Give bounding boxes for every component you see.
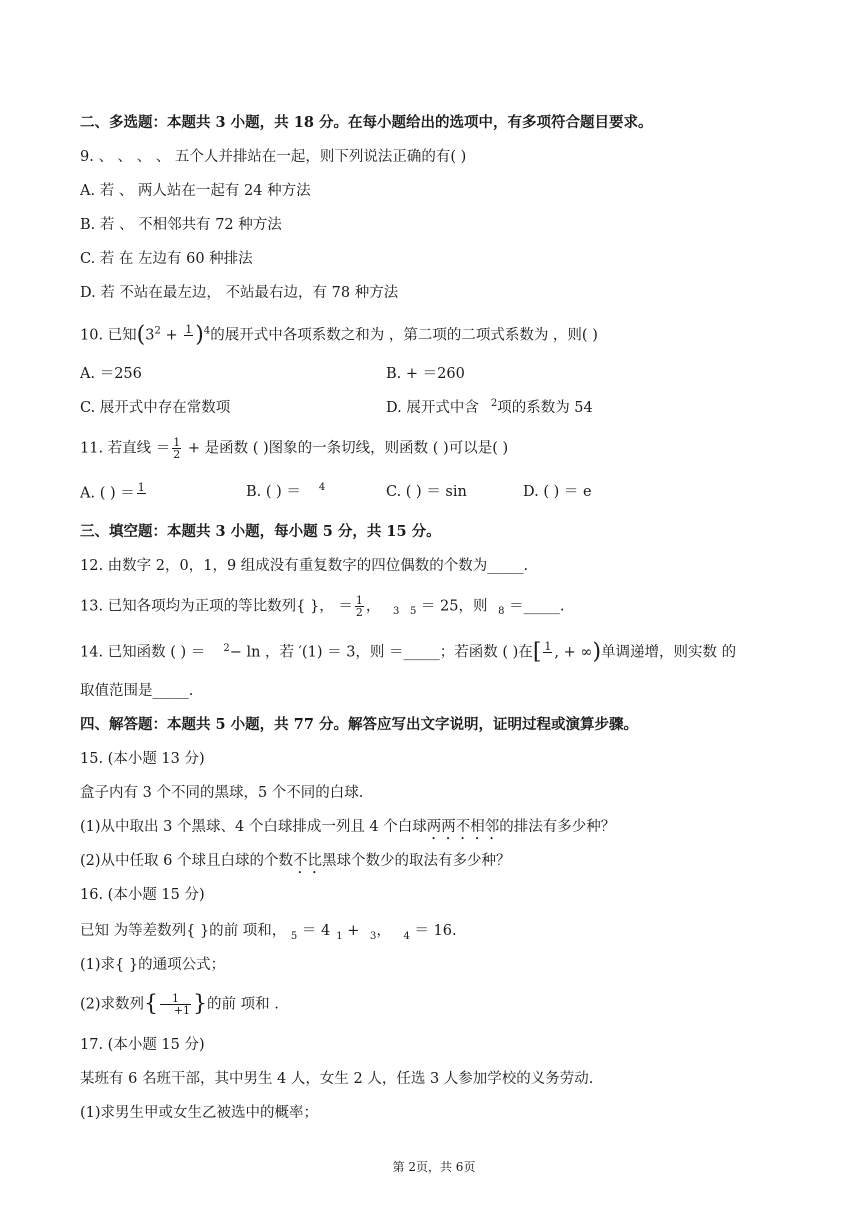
page-footer: 第 2页，共 6页 <box>392 1160 476 1174</box>
question-11-stem <box>80 437 508 460</box>
question-15-text: 盒子内有 3 个不同的黑球，5 个不同的白球. <box>80 785 364 801</box>
q10-exp2: 2 <box>154 325 161 337</box>
question-17-title: 17. (本小题 15 分) <box>80 1037 205 1053</box>
q14-bracket-open: [ <box>532 639 542 665</box>
q16-brace-close: } <box>193 991 208 1017</box>
q13-den: 2 <box>355 606 363 619</box>
q10-frac-num: 1 <box>185 323 193 336</box>
q14-fraction <box>543 641 552 664</box>
question-15-part1 <box>80 817 615 843</box>
q13-fraction <box>355 595 364 618</box>
q16-frac-num: 1 <box>160 993 191 1005</box>
question-14-line1 <box>80 641 736 664</box>
question-9-option-c: C. 若 在 左边有 60 种排法 <box>80 251 253 267</box>
q16-text-e: ＝ 16. <box>414 923 457 939</box>
q11-frac-num: 1 <box>173 436 181 449</box>
question-15-part2 <box>80 851 510 877</box>
q14-tail: , + ∞ <box>554 644 593 661</box>
q13-sub8: 8 <box>498 606 505 618</box>
question-12: 12. 由数字 2，0，1，9 组成没有重复数字的四位偶数的个数为_____. <box>80 558 529 574</box>
q16-text-a: 已知 为等差数列{ }的前 项和， <box>80 923 287 939</box>
q15-p1-a: (1)从中取出 3 个黑球、4 个白球排成一列且 4 个白球 <box>80 819 427 835</box>
q13-num: 1 <box>355 594 363 607</box>
q10-rest: 的展开式中各项系数之和为 ，第二项的二项式系数为 ，则( ) <box>210 327 598 344</box>
q15-p1-b: 的排法有多少种？ <box>499 819 616 835</box>
q10-paren-close: ) <box>195 322 204 348</box>
q16-sub4: 4 <box>403 930 410 942</box>
q10-fraction <box>184 324 193 347</box>
q14-end: 单调递增，则实数 的 <box>601 644 737 661</box>
q16-text-d: ， <box>376 923 391 939</box>
question-9-option-b: B. 若 、 不相邻共有 72 种方法 <box>80 217 282 233</box>
q16-frac-den: +1 <box>173 1004 191 1017</box>
question-10-option-a: A. ＝256 <box>80 366 142 382</box>
q10-expr-a: 3 <box>145 327 155 344</box>
q10-lead: 10. 已知 <box>80 327 137 344</box>
q14-mid: − ln ，若 ′(1) ＝ 3，则 ＝_____；若函数 ( )在 <box>229 644 533 661</box>
q15-p2-a: (2)从中任取 6 个球且白球的个数 <box>80 853 293 869</box>
q11-lead: 11. 若直线 ＝ <box>80 440 171 457</box>
q11-a-fraction <box>137 482 146 505</box>
question-14-line2: 取值范围是_____. <box>80 683 194 699</box>
question-16-title: 16. (本小题 15 分) <box>80 887 205 903</box>
question-11-option-d: D. ( ) ＝ e <box>523 484 592 500</box>
q14-sup2: 2 <box>223 642 230 654</box>
q10-d-text-a: D. 展开式中含 <box>386 400 479 416</box>
q13-mid2: ＝ 25，则 <box>420 598 488 615</box>
q15-p1-emphasis: 两两不相邻 <box>426 819 500 835</box>
question-9-option-a: A. 若 、 两人站在一起有 24 种方法 <box>80 183 311 199</box>
question-13 <box>80 595 564 618</box>
question-10-stem <box>80 324 598 347</box>
question-11-option-c: C. ( ) ＝ sin <box>386 484 467 500</box>
q16-text-b: ＝ 4 <box>301 923 331 939</box>
question-15-title: 15. (本小题 13 分) <box>80 751 205 767</box>
section-header-fill-blank: 三、填空题：本题共 3 小题，每小题 5 分，共 15 分。 <box>80 523 441 540</box>
q10-exp4: 4 <box>203 325 211 337</box>
question-16-text <box>80 921 457 941</box>
q11-a-num: 1 <box>137 481 145 494</box>
q16-p2-b: 的前 项和 . <box>207 996 279 1013</box>
question-11-option-b <box>246 482 325 502</box>
q16-fraction <box>160 993 191 1016</box>
section-header-answer: 四、解答题：本题共 5 小题，共 77 分。解答应写出文字说明，证明过程或演算步骤。 <box>80 716 638 733</box>
question-16-part1: (1)求{ }的通项公式； <box>80 957 226 973</box>
q11-fraction <box>172 437 181 460</box>
q15-p2-b: 黑球个数少的取法有多少种？ <box>321 853 511 869</box>
q16-sub5: 5 <box>290 930 298 942</box>
q16-text-c: + <box>347 923 360 939</box>
question-10-option-c: C. 展开式中存在常数项 <box>80 400 231 416</box>
q11-b-sup: 4 <box>318 482 326 494</box>
question-9-stem: 9. 、 、 、 、 五个人并排站在一起，则下列说法正确的有( ) <box>80 149 467 165</box>
q14-lead: 14. 已知函数 ( ) ＝ <box>80 644 206 661</box>
q10-paren-open: ( <box>136 322 146 348</box>
q16-p2-a: (2)求数列 <box>80 996 145 1013</box>
q11-b-text: B. ( ) ＝ <box>246 484 301 500</box>
q16-sub3: 3 <box>369 930 377 942</box>
q13-sub3: 3 <box>392 606 400 618</box>
q11-a-text: A. ( ) ＝ <box>80 485 135 502</box>
q10-d-text-b: 项的系数为 54 <box>497 400 593 416</box>
q16-brace-open: { <box>144 991 159 1017</box>
q14-num: 1 <box>544 640 552 653</box>
q10-expr-b: + <box>165 327 178 344</box>
q15-p2-emphasis: 不比 <box>292 853 322 869</box>
q13-lead: 13. 已知各项均为正项的等比数列{ }， ＝ <box>80 598 353 615</box>
question-17-text: 某班有 6 名班干部，其中男生 4 人，女生 2 人，任选 3 人参加学校的义务劳动. <box>80 1071 594 1087</box>
q13-mid: ， <box>365 598 381 615</box>
question-11-option-a <box>80 482 148 505</box>
q16-sub1: 1 <box>336 930 343 942</box>
q13-end: ＝_____. <box>509 598 565 615</box>
section-header-multiple-choice: 二、多选题：本题共 3 小题，共 18 分。在每小题给出的选项中，有多项符合题目要求。 <box>80 114 653 131</box>
question-10-option-b: B. + ＝260 <box>386 366 465 382</box>
question-9-option-d: D. 若 不站在最左边， 不站最右边，有 78 种方法 <box>80 285 399 301</box>
q11-rest: + 是函数 ( )图象的一条切线，则函数 ( )可以是( ) <box>183 440 509 457</box>
q14-paren-close: ) <box>592 639 602 665</box>
q10-d-sup: 2 <box>490 398 498 410</box>
q13-sub5: 5 <box>409 606 417 618</box>
q11-frac-den: 2 <box>173 448 181 461</box>
question-16-part2 <box>80 993 279 1016</box>
question-10-option-d <box>386 398 593 418</box>
question-17-part1: (1)求男生甲或女生乙被选中的概率； <box>80 1105 319 1121</box>
